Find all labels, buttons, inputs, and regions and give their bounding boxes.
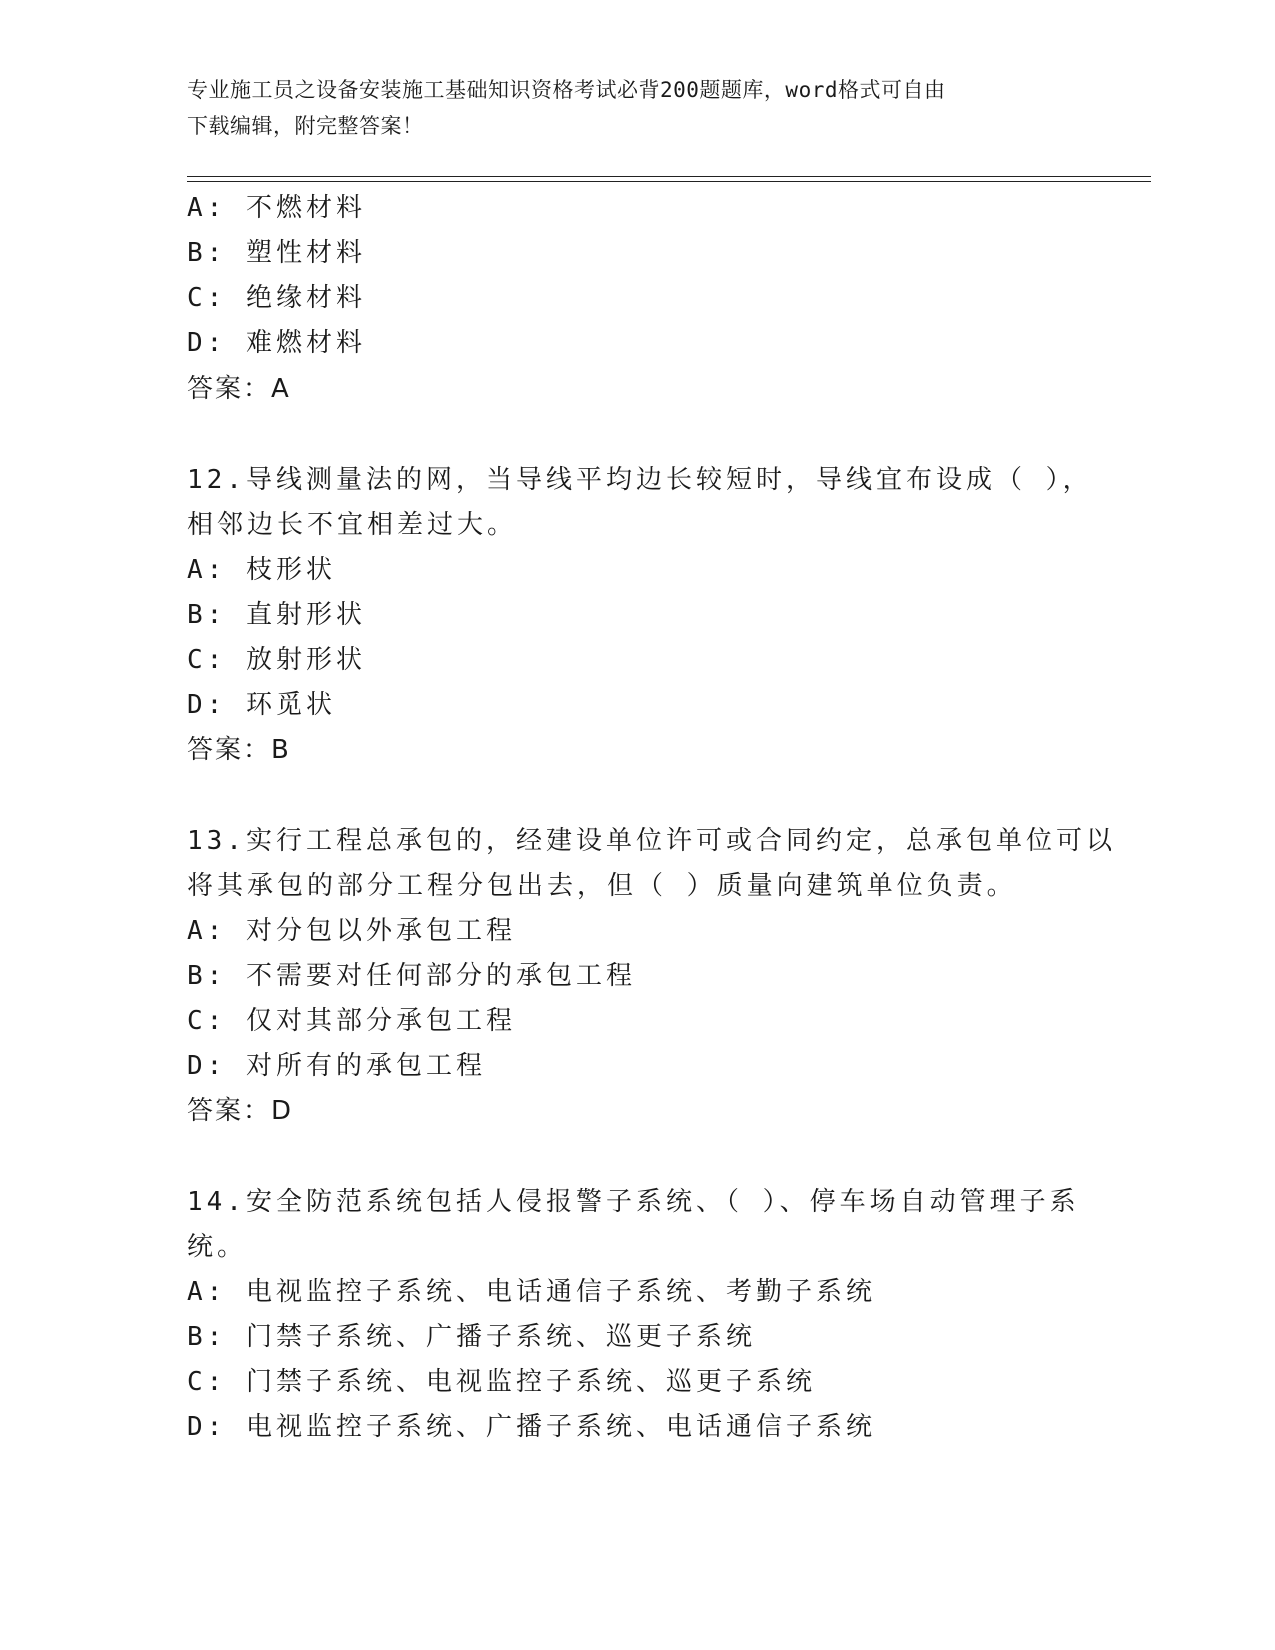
q11-option-d: D: 难燃材料 [187, 328, 366, 358]
q11-answer: 答案：A [187, 374, 291, 404]
q13-option-b: B: 不需要对任何部分的承包工程 [187, 961, 636, 991]
q12-option-b: B: 直射形状 [187, 600, 366, 630]
q14-stem-line-2: 统。 [187, 1232, 248, 1262]
q14-option-d: D: 电视监控子系统、广播子系统、电话通信子系统 [187, 1412, 876, 1442]
q11-option-c: C: 绝缘材料 [187, 283, 366, 313]
q12-answer: 答案：B [187, 735, 291, 765]
q13-option-c: C: 仅对其部分承包工程 [187, 1006, 516, 1036]
q13-stem-line-1: 13.实行工程总承包的，经建设单位许可或合同约定，总承包单位可以 [187, 826, 1116, 856]
q14-option-c: C: 门禁子系统、电视监控子系统、巡更子系统 [187, 1367, 816, 1397]
q12-option-c: C: 放射形状 [187, 645, 366, 675]
q12-option-d: D: 环觅状 [187, 690, 336, 720]
q13-option-a: A: 对分包以外承包工程 [187, 916, 516, 946]
q14-option-a: A: 电视监控子系统、电话通信子系统、考勤子系统 [187, 1277, 876, 1307]
q14-option-b: B: 门禁子系统、广播子系统、巡更子系统 [187, 1322, 756, 1352]
q11-option-a: A: 不燃材料 [187, 193, 366, 223]
header-line-1: 专业施工员之设备安装施工基础知识资格考试必背200题题库，word格式可自由 [187, 78, 946, 102]
q11-option-b: B: 塑性材料 [187, 238, 366, 268]
header-line-2: 下载编辑，附完整答案！ [187, 114, 424, 138]
q12-option-a: A: 枝形状 [187, 555, 336, 585]
header-divider-bottom [187, 181, 1151, 182]
q13-option-d: D: 对所有的承包工程 [187, 1051, 486, 1081]
header-divider-top [187, 176, 1151, 177]
q14-stem-line-1: 14.安全防范系统包括人侵报警子系统、（ ）、停车场自动管理子系 [187, 1187, 1080, 1217]
q12-stem-line-1: 12.导线测量法的网，当导线平均边长较短时，导线宜布设成（ ）， [187, 465, 1093, 495]
q12-stem-line-2: 相邻边长不宜相差过大。 [187, 510, 518, 540]
q13-answer: 答案：D [187, 1096, 294, 1126]
document-header [187, 72, 1077, 144]
q13-stem-line-2: 将其承包的部分工程分包出去，但（ ）质量向建筑单位负责。 [187, 871, 1017, 901]
